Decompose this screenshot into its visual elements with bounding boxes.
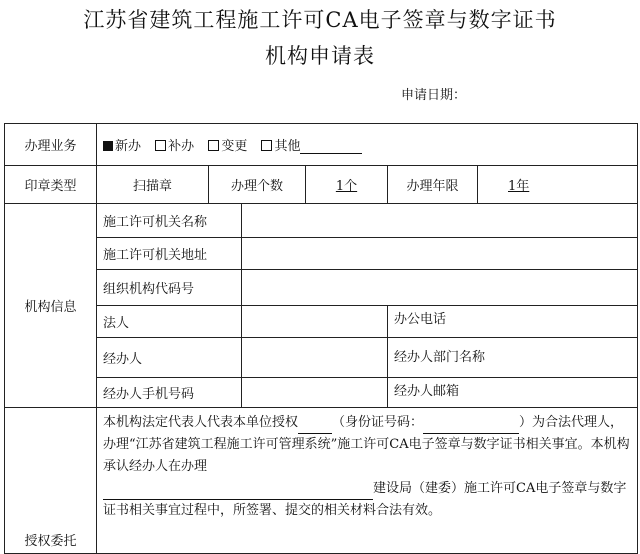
handler-value[interactable] (242, 338, 388, 378)
office-phone-label: 办公电话 (388, 306, 638, 338)
business-row (5, 124, 638, 166)
authority-address-value[interactable] (242, 238, 638, 270)
legal-person-value[interactable] (242, 306, 388, 338)
handler-contact-row (5, 378, 638, 408)
seal-row (5, 166, 638, 204)
authority-name-label: 施工许可机关名称 (97, 204, 242, 238)
authorization-label: 授权委托 (5, 408, 97, 554)
seal-type-label: 印章类型 (5, 166, 97, 204)
seal-type-value: 扫描章 (97, 166, 209, 204)
org-info-label: 机构信息 (5, 204, 97, 408)
seal-years-value: 1年 (478, 166, 638, 204)
org-code-value[interactable] (242, 270, 638, 306)
option-reissue[interactable]: 补办 (155, 139, 194, 154)
handler-row (5, 338, 638, 378)
agent-name-fill-line[interactable] (298, 419, 332, 434)
bureau-name-fill-line[interactable] (103, 485, 373, 500)
seal-count-label: 办理个数 (209, 166, 306, 204)
authority-name-value[interactable] (242, 204, 638, 238)
handler-dept-label: 经办人部门名称 (388, 338, 638, 378)
application-form-table (4, 123, 638, 554)
checkbox-checked-icon[interactable] (103, 141, 113, 151)
legal-person-label: 法人 (97, 306, 242, 338)
option-new[interactable]: 新办 (103, 139, 141, 154)
handler-email-label: 经办人邮箱 (388, 378, 638, 408)
checkbox-empty-icon[interactable] (261, 140, 272, 151)
handler-mobile-label: 经办人手机号码 (97, 378, 242, 408)
other-fill-line[interactable] (300, 139, 362, 154)
authority-address-label: 施工许可机关地址 (97, 238, 242, 270)
authorization-row (5, 408, 638, 554)
authority-address-row (5, 238, 638, 270)
seal-years-label: 办理年限 (388, 166, 478, 204)
authorization-text: 本机构法定代表人代表本单位授权 （身份证号码： ）为合法代理人，办理“江苏省建筑工程施工许可管理系统”施工许可CA电子签章与数字证书相关事宜。本机构承认经办人在办理 建设局（建委）施工许可CA电子签章与数字证书相关事宜过程中，所签署、提交的相关材料合法有效。 (97, 408, 638, 554)
authority-name-row (5, 204, 638, 238)
apply-date-label: 申请日期： (401, 88, 467, 103)
org-code-label: 组织机构代码号 (97, 270, 242, 306)
handler-label: 经办人 (97, 338, 242, 378)
org-code-row (5, 270, 638, 306)
option-other[interactable]: 其他 (261, 139, 362, 154)
checkbox-empty-icon[interactable] (208, 140, 219, 151)
seal-count-value: 1个 (306, 166, 388, 204)
legal-person-row (5, 306, 638, 338)
form-title-line1: 江苏省建筑工程施工许可CA电子签章与数字证书 (83, 8, 557, 32)
checkbox-empty-icon[interactable] (155, 140, 166, 151)
business-label: 办理业务 (5, 124, 97, 166)
handler-mobile-value[interactable] (242, 378, 388, 408)
business-options (97, 124, 638, 166)
id-number-fill-line[interactable] (423, 419, 519, 434)
option-change[interactable]: 变更 (208, 139, 247, 154)
form-title-line2: 机构申请表 (265, 44, 375, 68)
